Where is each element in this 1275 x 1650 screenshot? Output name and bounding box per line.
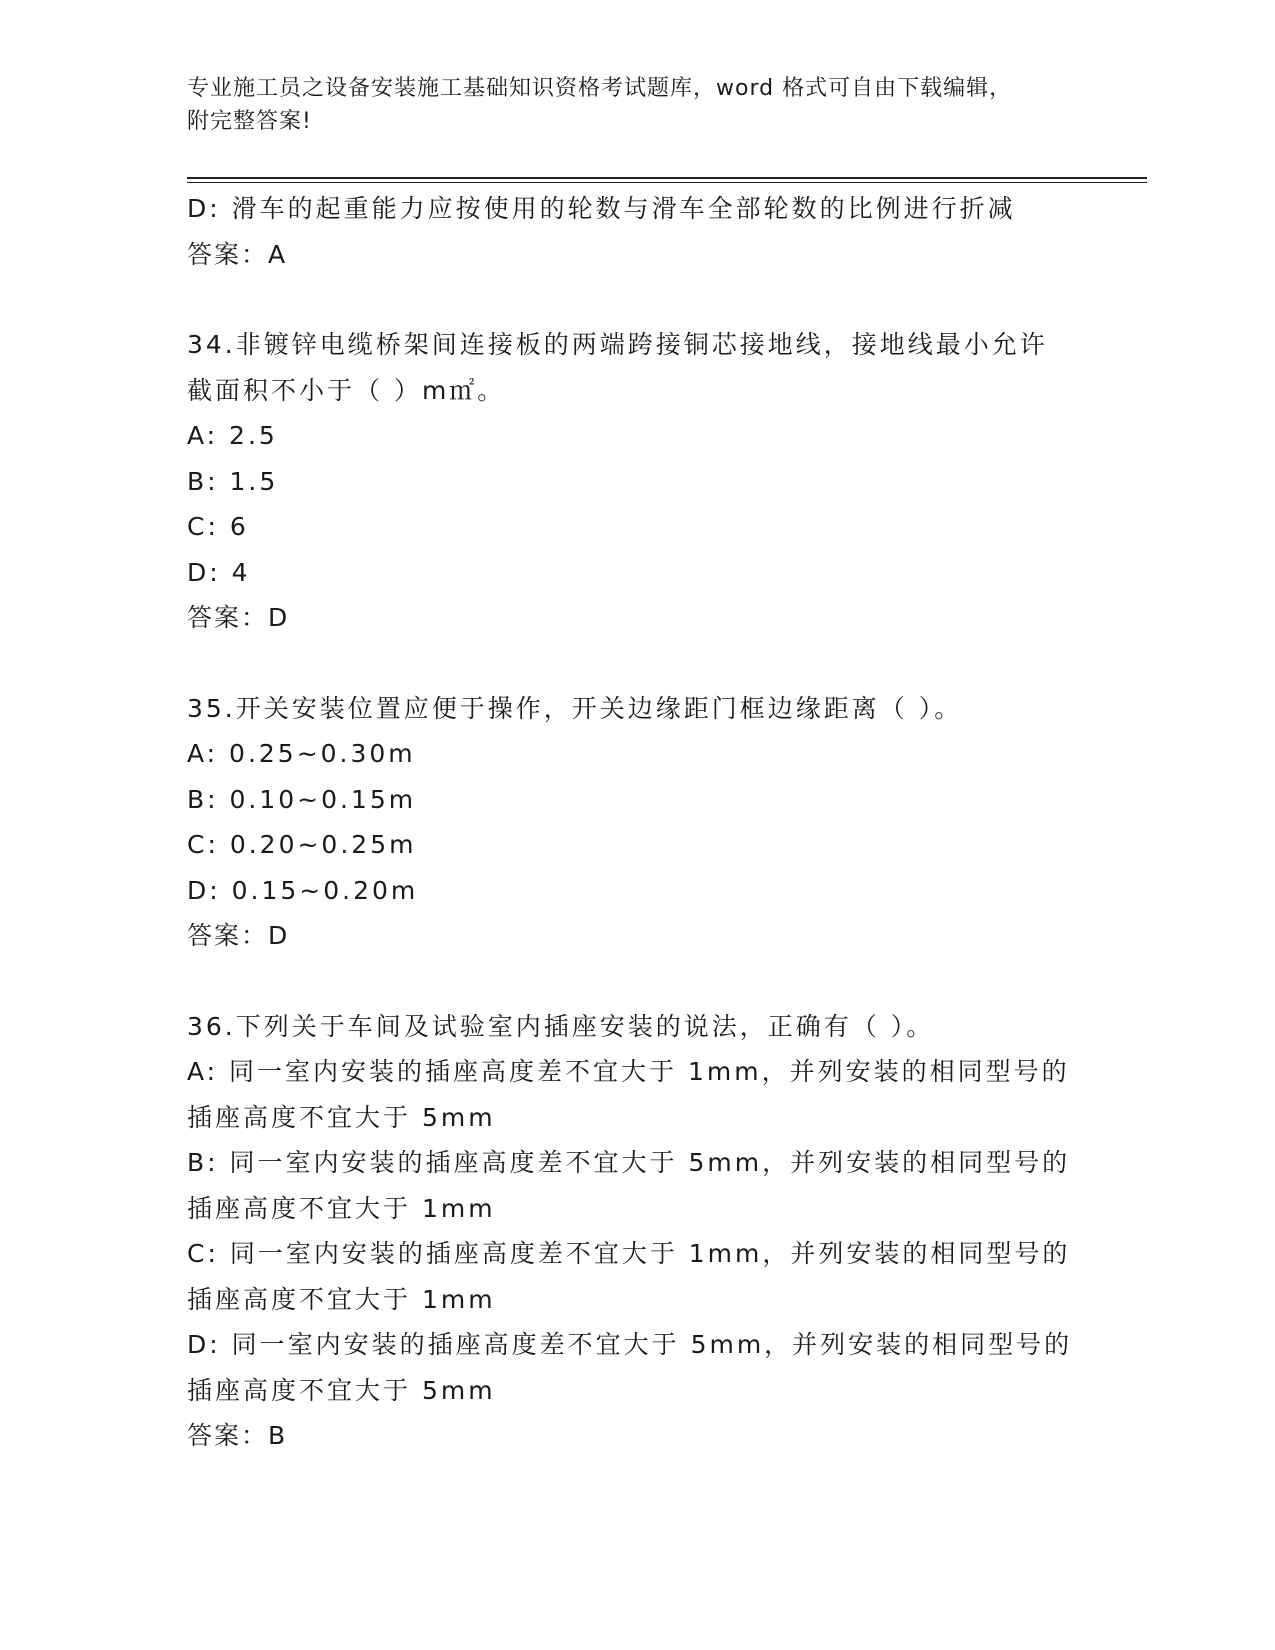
question-stem: 34.非镀锌电缆桥架间连接板的两端跨接铜芯接地线，接地线最小允许 <box>187 330 1048 359</box>
option-c: C: 同一室内安装的插座高度差不宜大于 1mm，并列安装的相同型号的 <box>187 1239 1071 1268</box>
answer-line: 答案：B <box>187 1421 288 1450</box>
spacer <box>187 641 1087 686</box>
question-36 <box>187 1004 1087 1459</box>
option-c-cont: 插座高度不宜大于 1mm <box>187 1284 496 1314</box>
option-a: A: 0.25~0.30m <box>187 739 416 768</box>
question-33-tail <box>187 186 1087 277</box>
question-stem: 36.下列关于车间及试验室内插座安装的说法，正确有（ ）。 <box>187 1011 935 1041</box>
spacer <box>187 959 1087 1004</box>
question-34 <box>187 322 1087 641</box>
option-a: A: 2.5 <box>187 421 278 450</box>
answer-line: 答案：A <box>187 239 288 269</box>
header-line-2: 附完整答案! <box>187 109 312 134</box>
option-c: C: 0.20~0.25m <box>187 830 417 859</box>
document-header <box>187 72 1077 138</box>
header-divider-thin <box>187 182 1147 183</box>
option-d: D: 滑车的起重能力应按使用的轮数与滑车全部轮数的比例进行折减 <box>187 194 1016 223</box>
option-c: C: 6 <box>187 512 249 541</box>
option-d: D: 0.15~0.20m <box>187 875 419 905</box>
answer-line: 答案：D <box>187 921 290 950</box>
option-d-cont: 插座高度不宜大于 5mm <box>187 1375 496 1405</box>
header-line-1: 专业施工员之设备安装施工基础知识资格考试题库，word 格式可自由下载编辑， <box>187 76 1013 101</box>
option-b: B: 0.10~0.15m <box>187 784 417 814</box>
option-b: B: 同一室内安装的插座高度差不宜大于 5mm，并列安装的相同型号的 <box>187 1148 1071 1177</box>
question-stem-cont: 截面积不小于（ ）m㎡。 <box>187 375 506 405</box>
option-b-cont: 插座高度不宜大于 1mm <box>187 1193 496 1223</box>
option-b: B: 1.5 <box>187 466 279 496</box>
question-list <box>187 186 1087 1459</box>
option-a-cont: 插座高度不宜大于 5mm <box>187 1102 496 1132</box>
spacer <box>187 277 1087 322</box>
option-d: D: 4 <box>187 557 251 587</box>
option-a: A: 同一室内安装的插座高度差不宜大于 1mm，并列安装的相同型号的 <box>187 1057 1070 1086</box>
question-stem: 35.开关安装位置应便于操作，开关边缘距门框边缘距离（ ）。 <box>187 693 963 723</box>
answer-line: 答案：D <box>187 603 290 632</box>
question-35 <box>187 686 1087 959</box>
header-divider-thick <box>187 177 1147 179</box>
option-d: D: 同一室内安装的插座高度差不宜大于 5mm，并列安装的相同型号的 <box>187 1330 1073 1359</box>
